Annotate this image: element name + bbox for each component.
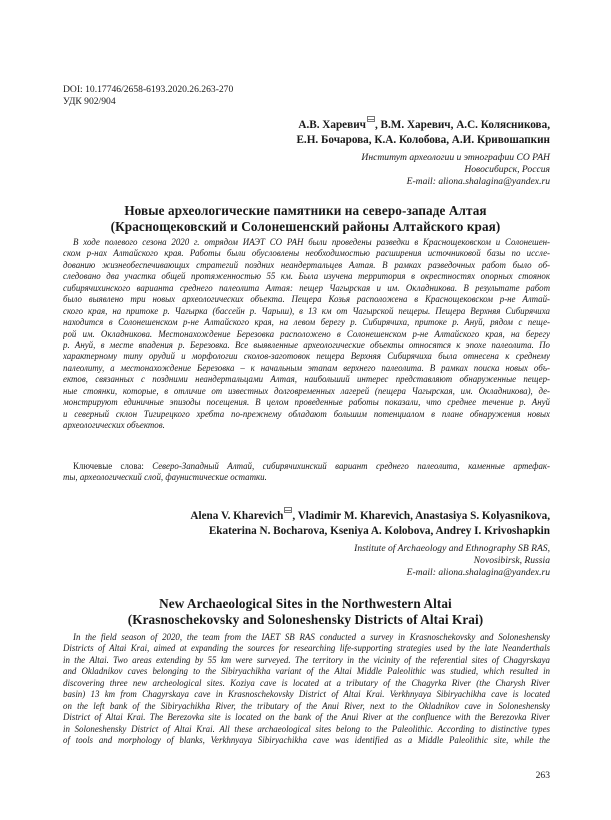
en-title-line: New Archaeological Sites in the Northwestern Altai [159, 596, 452, 611]
doi: DOI: 10.17746/2658-6193.2020.26.263-270 [63, 84, 234, 95]
en-affiliation [354, 543, 550, 579]
keywords-line [63, 461, 550, 472]
abstract-line: discovering three new archeological sites. Koziya cave is located at a tributary of the Chagyrka River (the Charysh River [63, 677, 550, 688]
abstract-line: on the left bank of the Sibiryachikha River, the tributary of the Anui River, next to the Okladnikov cave in Soloneshensky [63, 700, 550, 711]
abstract-line: В ходе полевого сезона 2020 г. отрядом ИАЭТ СО РАН были проведены разведки в Краснощековском и Солонешен- [73, 237, 550, 247]
keywords-value: Северо-Западный Алтай, сибирячихинский вариант среднего палеолита, каменные артефак- [143, 461, 550, 471]
ru-email: E-mail: aliona.shalagina@yandex.ru [406, 176, 550, 187]
abstract-line: и северный склон Тигирецкого хребта по-прежнему обладают большим потенциалом в плане обнаружения новых [63, 408, 550, 419]
en-authors [190, 509, 550, 538]
abstract-line: of tools and morphology of blanks, Verkhnyaya Sibiryachikha cave was identified as a Middle Paleolithic site, while the [63, 734, 550, 745]
ru-corresponding-author: А.В. Харевич [298, 119, 366, 131]
abstract-line: характерному типу орудий и морфологии сколов-заготовок пещера Верхняя Сибирячиха была отнесена к среднему [63, 351, 550, 362]
en-city: Novosibirsk, Russia [473, 555, 550, 566]
mail-icon [367, 116, 375, 122]
mail-icon [284, 507, 292, 513]
keywords-value: ты, археологический слой, фаунистические остатки. [63, 472, 267, 483]
abstract-line: in the Altai. Two areas extending by 55 km were surveyed. The territory in the vicinity of the referential sites of Chagyrskaya [63, 654, 550, 665]
ru-affiliation [361, 152, 550, 188]
abstract-line: палеолиту, а местонахождение Березовка – к начальным этапам верхнего палеолита. В рамках поиска новых объ- [63, 362, 550, 373]
ru-title [50, 203, 561, 235]
abstract-line: In the field season of 2020, the team from the IAET SB RAS conducted a survey in Krasnoschekovsky and Soloneshensky [73, 632, 550, 642]
abstract-line: археологических объектов. [63, 420, 165, 430]
ru-abstract [63, 237, 550, 431]
abstract-line: ском р-нах Алтайского края. Работы были обусловлены необходимостью расширения источниковой базы по иссле- [63, 248, 550, 259]
abstract-line: было выявлено три новых археологических объекта. Пещера Козья расположена в Краснощековском р-не Алтай- [63, 294, 550, 305]
abstract-line: in Soloneshensky District of Altai Krai. All these archaeological sites belong to the Paleolithic. According to distinctive types [63, 723, 550, 734]
abstract-line: basin) 13 km from Chagyrskaya cave in Krasnoschekovsky District of Altai Krai. Verkhnyaya Sibiryachikha cave is located [63, 689, 550, 700]
abstract-line: следовано два участка общей протяженностью 55 км. Была изучена территория в окрестностях опорных стоянок [63, 271, 550, 282]
abstract-line: рой им. Окладникова. Местонахождение Березовка расположено в Солонешенском р-не Алтайского края, на берегу [63, 328, 550, 339]
ru-authors-rest: , В.М. Харевич, А.С. Колясникова, [374, 119, 550, 131]
en-title-line: (Krasnoschekovsky and Soloneshensky Districts of Altai Krai) [127, 612, 484, 627]
en-email: E-mail: aliona.shalagina@yandex.ru [406, 567, 550, 578]
abstract-line: ектов, связанных с поздними неандертальцами Алтая, наибольший интерес представляют обнаруженные пещер- [63, 374, 550, 385]
page-number: 263 [535, 770, 550, 781]
abstract-line: р. Ануй, в месте впадения р. Березовка. Все выявленные археологические объекты относятся к эпохе палеолита. По [63, 339, 550, 350]
en-institute: Institute of Archaeology and Ethnography SB RAS, [354, 543, 550, 554]
abstract-line: ные стоянки, которые, в отличие от известных долговременных лагерей (пещера Чагырская, им. Окладникова), де- [63, 385, 550, 396]
en-authors-rest: , Vladimir M. Kharevich, Anastasiya S. Kolyasnikova, [292, 510, 550, 522]
abstract-line: and Okladnikov caves belonging to the Sibiryachikha variant of the Altai Middle Paleolithic was studied, which resulted in [63, 666, 550, 677]
article-meta [63, 84, 233, 107]
ru-authors [296, 118, 550, 147]
abstract-line: Districts of Altai Krai, aimed at expanding the sources for researching life-supporting strategies used by the late Neanderthals [63, 643, 550, 654]
ru-title-line: Новые археологические памятники на северо-западе Алтая [124, 203, 487, 218]
abstract-line: дованию жизнеобеспечивающих стратегий поздних неандертальцев Алтая. В рамках разведочных работ было об- [63, 259, 550, 270]
en-abstract [63, 632, 550, 746]
abstract-line: монстрируют единичные эпизоды посещения. В целом проведенные работы показали, что среднее течение р. Ануй [63, 397, 550, 408]
en-authors-line2: Ekaterina N. Bocharova, Kseniya A. Kolobova, Andrey I. Krivoshapkin [208, 524, 550, 537]
abstract-line: сибирячихинского варианта среднего палеолита Алтая: пещер Чагырская и им. Окладникова. В результате работ [63, 282, 550, 293]
ru-title-line: (Краснощековский и Солонешенский районы Алтайского края) [110, 219, 501, 234]
ru-keywords [63, 461, 550, 484]
abstract-line: ского края, на притоке р. Чагырка (бассейн р. Чарыш), в 13 км от Чагырской пещеры. Пещера Верхняя Сибирячиха [63, 305, 550, 316]
udk: УДК 902/904 [63, 95, 116, 107]
ru-authors-line2: Е.Н. Бочарова, К.А. Колобова, А.И. Кривошапкин [296, 133, 550, 146]
en-corresponding-author: Alena V. Kharevich [190, 510, 284, 522]
abstract-line: находится в Солонешенском р-не Алтайского края, на левом берегу р. Сибирячиха, притоке р. Ануй, рядом с пеще- [63, 317, 550, 328]
abstract-line: District of Altai Krai. The Berezovka site is located on the bank of the Anui River at the confluence with the Berezovka River [63, 712, 550, 723]
ru-city: Новосибирск, Россия [464, 164, 550, 175]
en-title [50, 596, 561, 628]
keywords-label: Ключевые слова: [73, 461, 144, 471]
ru-institute: Институт археологии и этнографии СО РАН [361, 152, 550, 163]
